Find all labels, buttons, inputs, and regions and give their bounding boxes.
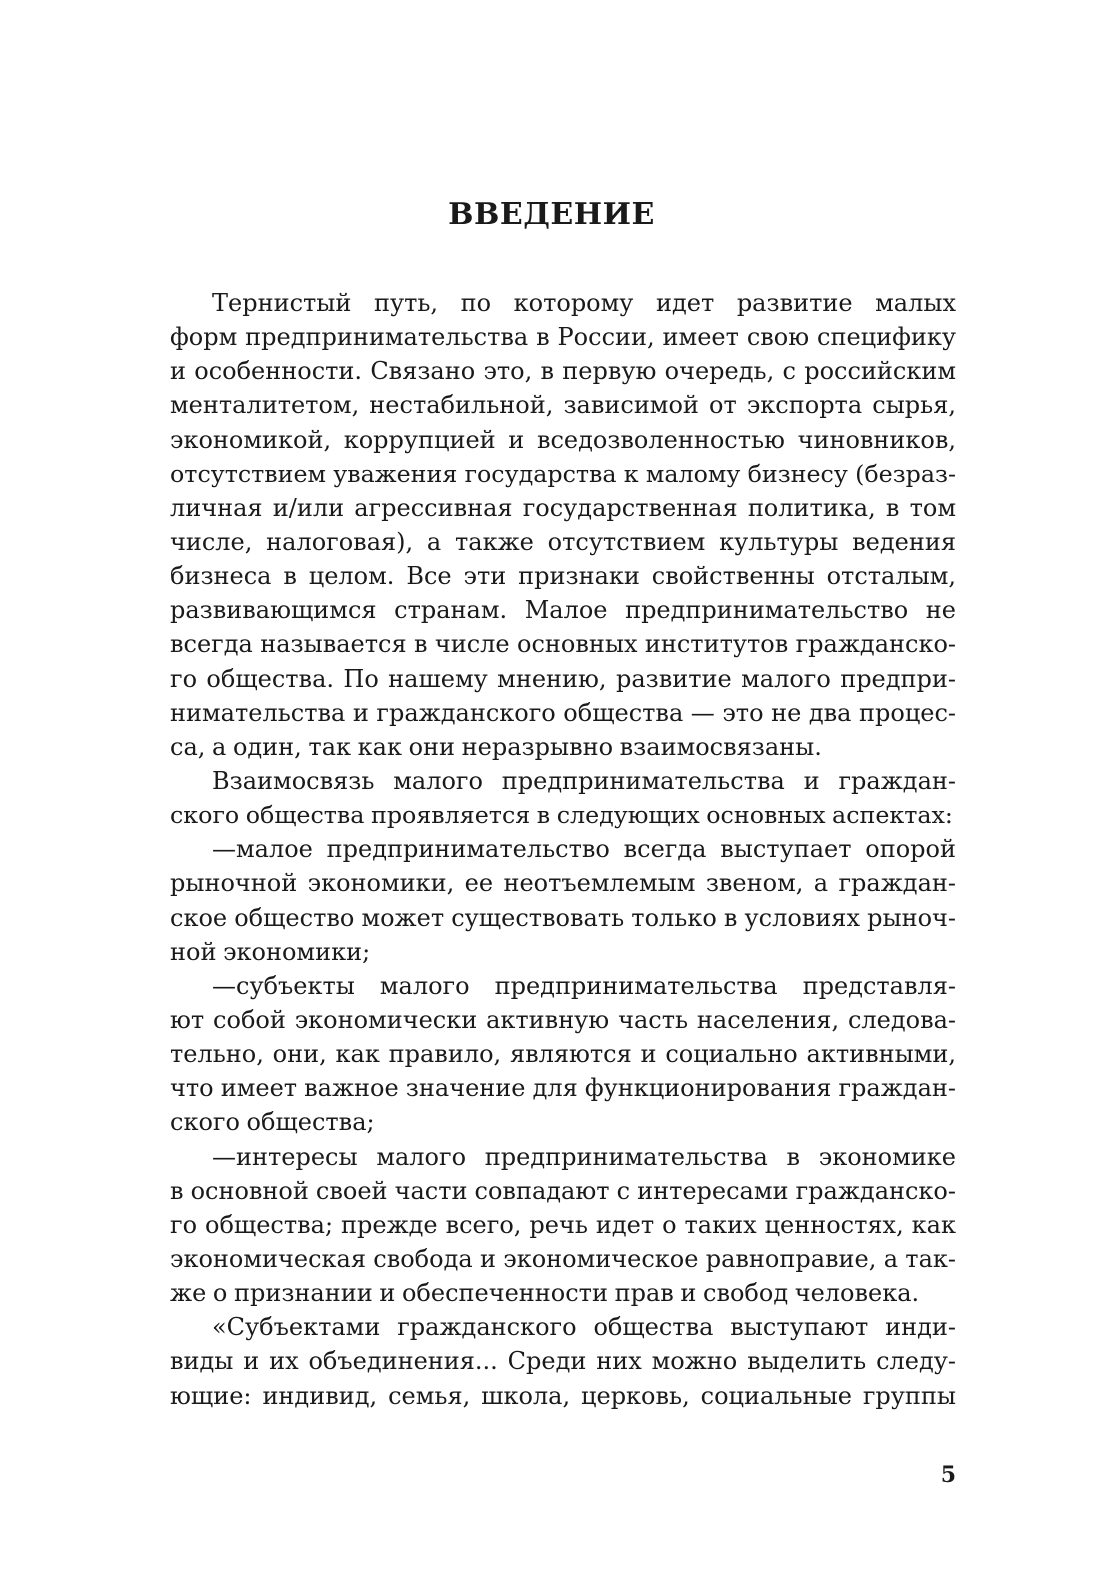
- text-line: числе, налоговая), а также отсутствием культуры ведения: [170, 527, 956, 556]
- list-item-line: ной экономики;: [170, 937, 371, 966]
- text-line: и особенности. Связано это, в первую очередь, с российским: [170, 357, 956, 386]
- list-item-line: что имеет важное значение для функционирования граждан-: [170, 1074, 956, 1103]
- body-text: [170, 286, 956, 1413]
- text-line: виды и их объединения... Среди них можно выделить следу-: [170, 1347, 956, 1376]
- text-line: отсутствием уважения государства к малому бизнесу (безраз-: [170, 459, 956, 488]
- list-item-line: тельно, они, как правило, являются и социально активными,: [170, 1040, 956, 1069]
- text-line: го общества. По нашему мнению, развитие малого предпри-: [170, 664, 956, 693]
- list-item-line: рыночной экономики, ее неотъемлемым звеном, а граждан-: [170, 869, 956, 898]
- text-line: Взаимосвязь малого предпринимательства и граждан-: [212, 766, 956, 795]
- list-item-line: ского общества;: [170, 1108, 375, 1137]
- text-line: нимательства и гражданского общества — это не два процес-: [170, 698, 956, 727]
- text-line: са, а один, так как они неразрывно взаимосвязаны.: [170, 732, 822, 761]
- list-item-line: в основной своей части совпадают с интересами гражданско-: [170, 1176, 956, 1205]
- list-item-line: го общества; прежде всего, речь идет о таких ценностях, как: [170, 1210, 956, 1239]
- page-number: 5: [940, 1462, 956, 1488]
- text-line: всегда называется в числе основных институтов гражданско-: [170, 630, 956, 659]
- list-item-line: же о признании и обеспеченности прав и свобод человека.: [170, 1279, 920, 1308]
- list-item-line: ют собой экономически активную часть населения, следова-: [170, 1005, 956, 1034]
- text-line: форм предпринимательства в России, имеет свою специфику: [170, 323, 956, 352]
- chapter-heading: ВВЕДЕНИЕ: [448, 197, 655, 232]
- text-line: «Субъектами гражданского общества выступают инди-: [212, 1313, 956, 1342]
- text-line: ского общества проявляется в следующих основных аспектах:: [170, 801, 953, 830]
- text-line: личная и/или агрессивная государственная политика, в том: [170, 493, 956, 522]
- list-item-line: —малое предпринимательство всегда выступает опорой: [212, 835, 956, 864]
- list-item-line: ское общество может существовать только в условиях рыноч-: [170, 903, 956, 932]
- text-line: развивающимся странам. Малое предпринимательство не: [170, 596, 956, 625]
- list-item-line: экономическая свобода и экономическое равноправие, а так-: [170, 1244, 956, 1273]
- text-line: ющие: индивид, семья, школа, церковь, социальные группы: [170, 1381, 956, 1410]
- list-item-line: —субъекты малого предпринимательства представля-: [212, 971, 956, 1000]
- text-line: менталитетом, нестабильной, зависимой от экспорта сырья,: [170, 391, 956, 420]
- text-line: Тернистый путь, по которому идет развитие малых: [212, 289, 956, 317]
- list-item-line: —интересы малого предпринимательства в экономике: [212, 1142, 956, 1171]
- text-line: экономикой, коррупцией и вседозволенностью чиновников,: [170, 425, 956, 454]
- text-line: бизнеса в целом. Все эти признаки свойственны отсталым,: [170, 562, 956, 591]
